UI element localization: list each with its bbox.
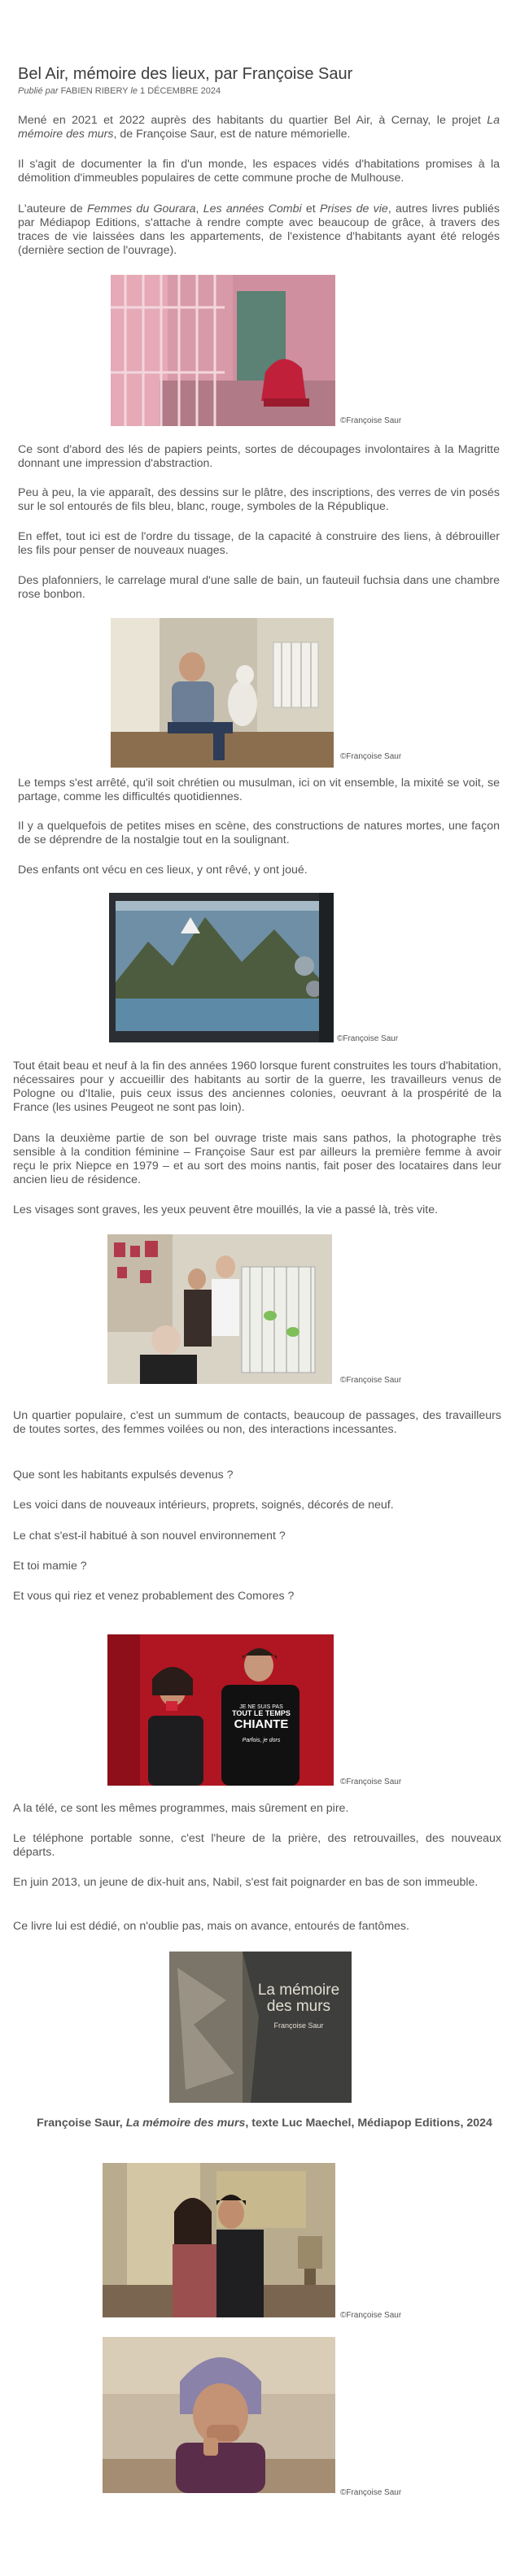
- photo-credit: ©Françoise Saur: [340, 416, 402, 425]
- paragraph: Et toi mamie ?: [13, 1560, 87, 1573]
- t-shirt-line: JE NE SUIS PAS: [239, 1704, 283, 1710]
- photo-pink-room: [111, 275, 335, 426]
- paragraph: Un quartier populaire, c'est un summum de contacts, beaucoup de passages, des travailleurs de toutes sortes, des femmes voilées ou non, des interactions incessantes.: [13, 1409, 501, 1436]
- photo-family-birdcage: [107, 1234, 332, 1384]
- t-shirt-line: TOUT LE TEMPS: [232, 1709, 291, 1718]
- paragraph: Le chat s'est-il habitué à son nouvel environnement ?: [13, 1530, 286, 1543]
- paragraph: Il y a quelquefois de petites mises en scène, des constructions de natures mortes, une façon de se déprendre de la nostalgie tout en la soulignant.: [18, 820, 500, 846]
- book-title-italic: La mémoire des murs: [18, 114, 500, 141]
- paragraph: Ce livre lui est dédié, on n'oublie pas, mais on avance, entourés de fantômes.: [13, 1920, 409, 1933]
- photo-credit: ©Françoise Saur: [340, 1778, 402, 1786]
- photo-elderly-woman-headscarf: [103, 2337, 335, 2493]
- book-cover-image: [169, 1952, 352, 2103]
- text-run: ,: [195, 202, 203, 215]
- text-run: , autres livres publiés par Médiapop Editions, s'attache à rendre compte avec beaucoup de grâce, à travers des traces de vie laissées dans les appartements, de l'existence d'habitants ayant été relogés (dernière section de l'ouvrage).: [18, 202, 501, 257]
- paragraph: Ce sont d'abord des lés de papiers peints, sortes de découpages involontaires à la Magritte donnant une impression d'abstraction.: [18, 443, 500, 470]
- text-run: , de Françoise Saur, est de nature mémorielle.: [113, 128, 351, 141]
- text-run: Mené en 2021 et 2022 auprès des habitants du quartier Bel Air, à Cernay, le projet: [18, 114, 487, 127]
- paragraph-intro: [18, 114, 500, 141]
- paragraph: Que sont les habitants expulsés devenus ?: [13, 1469, 234, 1482]
- byline: [18, 86, 221, 96]
- photo-landscape-mural: [109, 893, 334, 1042]
- paragraph: Le téléphone portable sonne, c'est l'heure de la prière, des retrouvailles, des nouveaux départs.: [13, 1832, 501, 1859]
- byline-prefix: Publié par: [18, 86, 59, 96]
- paragraph: Des plafonniers, le carrelage mural d'une salle de bain, un fauteuil fuchsia dans une chambre rose bonbon.: [18, 574, 500, 601]
- paragraph: Dans la deuxième partie de son bel ouvrage triste mais sans pathos, la photographe très sensible à la condition féminine – Françoise Saur est par ailleurs la première femme à avoir reçu le prix Niepce en 1979 – et au sort des moins nantis, fait poser des locataires dans leur ancien lieu de résidence.: [13, 1132, 501, 1186]
- photo-couple-embracing: [103, 2163, 335, 2317]
- photo-credit: ©Françoise Saur: [340, 752, 402, 761]
- photo-women-red-wall: [107, 1634, 334, 1786]
- book-title-italic: La mémoire des murs: [125, 2117, 246, 2130]
- book-caption: [15, 2117, 514, 2130]
- byline-mid: le: [130, 86, 138, 96]
- book-cover-title: La mémoire des murs: [257, 1982, 340, 2015]
- t-shirt-line: CHIANTE: [234, 1717, 289, 1731]
- paragraph-author-books: [18, 202, 500, 258]
- t-shirt-line: Parfois, je dors: [242, 1737, 281, 1743]
- text-run: Françoise Saur,: [37, 2117, 126, 2130]
- article-title: Bel Air, mémoire des lieux, par Françoise Saur: [18, 65, 353, 83]
- paragraph: Tout était beau et neuf à la fin des années 1960 lorsque furent construites les tours d'habitation, nécessaires pour y accueillir des habitants au sortir de la guerre, les travailleurs venus de Pologne ou d'Italie, puis ceux issus des anciennes colonies, oeuvrant à la prospérité de la France (les usines Peugeot ne sont pas loin).: [13, 1060, 501, 1114]
- paragraph: Les visages sont graves, les yeux peuvent être mouillés, la vie a passé là, très vite.: [13, 1203, 439, 1216]
- photo-credit: ©Françoise Saur: [340, 2311, 402, 2320]
- paragraph: Peu à peu, la vie apparaît, des dessins sur le plâtre, des inscriptions, des verres de vin posés sur le sol entourés de fils bleu, blanc, rouge, symboles de la République.: [18, 486, 500, 513]
- photo-credit: ©Françoise Saur: [340, 1376, 402, 1385]
- paragraph: Des enfants ont vécu en ces lieux, y ont rêvé, y ont joué.: [18, 864, 308, 877]
- paragraph: Le temps s'est arrêté, qu'il soit chrétien ou musulman, ici on vit ensemble, la mixité se voit, se partage, comme les difficultés quotidiennes.: [18, 777, 500, 803]
- paragraph: Et vous qui riez et venez probablement des Comores ?: [13, 1590, 295, 1603]
- photo-credit: ©Françoise Saur: [340, 2488, 402, 2497]
- text-run: , texte Luc Maechel, Médiapop Editions, 2024: [245, 2117, 492, 2130]
- photo-man-with-dog: [111, 618, 334, 768]
- text-run: et: [301, 202, 320, 215]
- paragraph: A la télé, ce sont les mêmes programmes, mais sûrement en pire.: [13, 1802, 349, 1815]
- text-run: L'auteure de: [18, 202, 87, 215]
- book-title-italic: Prises de vie: [319, 202, 388, 215]
- paragraph: En juin 2013, un jeune de dix-huit ans, Nabil, s'est fait poignarder en bas de son immeuble.: [13, 1876, 479, 1889]
- paragraph: En effet, tout ici est de l'ordre du tissage, de la capacité à construire des liens, à débrouiller les fils pour penser de nouveaux nuages.: [18, 530, 500, 557]
- paragraph: Il s'agit de documenter la fin d'un monde, les espaces vidés d'habitations promises à la démolition d'immeubles populaires de cette commune proche de Mulhouse.: [18, 158, 500, 185]
- book-title-italic: Femmes du Gourara: [87, 202, 196, 215]
- photo-credit: ©Françoise Saur: [337, 1034, 399, 1043]
- book-cover-author: Françoise Saur: [273, 2021, 324, 2030]
- t-shirt-slogan: [226, 1704, 296, 1743]
- byline-author[interactable]: FABIEN RIBERY: [60, 86, 129, 96]
- paragraph: Les voici dans de nouveaux intérieurs, proprets, soignés, décorés de neuf.: [13, 1499, 394, 1512]
- book-title-italic: Les années Combi: [203, 202, 302, 215]
- byline-date: 1 DÉCEMBRE 2024: [140, 86, 221, 96]
